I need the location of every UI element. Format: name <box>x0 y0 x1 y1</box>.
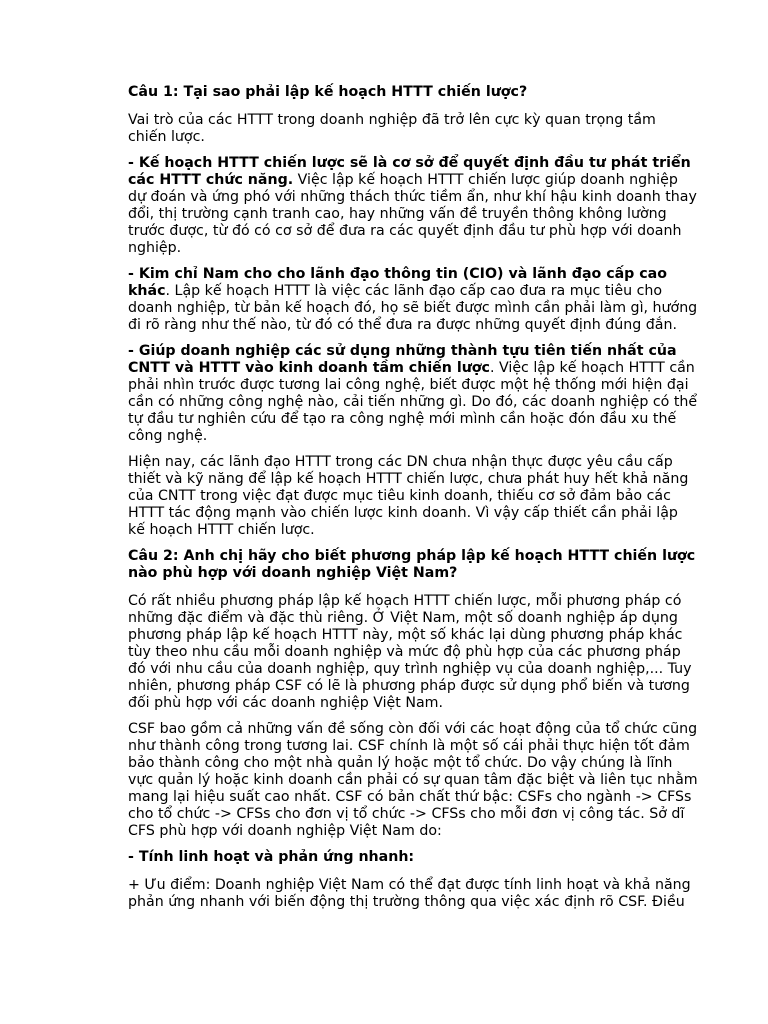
q2-paragraph-1: Có rất nhiều phương pháp lập kế hoạch HTTT chiến lược, mỗi phương pháp có những đặc điểm và đặc thù riêng. Ở Việt Nam, một số doanh nghiệp áp dụng phương pháp lập kế hoạch HTTT này, một số khác lại dùng phương pháp khác tùy theo nhu cầu mỗi doanh nghiệp và mức độ phù hợp của các phương pháp đó với nhu cầu của doanh nghiệp, quy trình nghiệp vụ của doanh nghiệp,... Tuy nhiên, phương pháp CSF có lẽ là phương pháp được sử dụng phổ biến và tương đối phù hợp với các doanh nghiệp Việt Nam. <box>128 593 692 711</box>
q1-point-3-lead: - Giúp doanh nghiệp các sử dụng những thành tựu tiên tiến nhất của CNTT và HTTT vào kinh doanh tầm chiến lược <box>128 343 677 376</box>
q1-point-1-body: Việc lập kế hoạch HTTT chiến lược giúp doanh nghiệp dự đoán và ứng phó với những thách thức tiềm ẩn, như khí hậu kinh doanh thay đổi, thị trường cạnh tranh cao, hay những vấn đề truyền thông không lường trước được, từ đó có cơ sở để đưa ra các quyết định đầu tư phù hợp với doanh nghiệp. <box>128 172 697 256</box>
q1-point-1 <box>128 155 698 257</box>
question-2-title: Câu 2: Anh chị hãy cho biết phương pháp lập kế hoạch HTTT chiến lược nào phù hợp với doanh nghiệp Việt Nam? <box>128 548 696 581</box>
q2-paragraph-2: CSF bao gồm cả những vấn đề sống còn đối với các hoạt động của tổ chức cũng như thành công trong tương lai. CSF chính là một số cái phải thực hiện tốt đảm bảo thành công cho một nhà quản lý hoặc một tổ chức. Do vậy chúng là lĩnh vực quản lý hoặc kinh doanh cần phải có sự quan tâm đặc biệt và liên tục nhằm mang lại hiệu suất cao nhất. CSF có bản chất thứ bậc: CSFs cho ngành -> CFSs cho tổ chức -> CFSs cho đơn vị tổ chức -> CFSs cho mỗi đơn vị công tác. Sở dĩ CFS phù hợp với doanh nghiệp Việt Nam do: <box>128 721 698 839</box>
q1-point-2-lead: - Kim chỉ Nam cho cho lãnh đạo thông tin (CIO) và lãnh đạo cấp cao khác <box>128 266 668 299</box>
q2-advantage-paragraph: + Ưu điểm: Doanh nghiệp Việt Nam có thể đạt được tính linh hoạt và khả năng phản ứng nhanh với biến động thị trường thông qua việc xác định rõ CSF. Điều <box>128 877 691 910</box>
q1-point-3-body: . Việc lập kế hoạch HTTT cần phải nhìn trước được tương lai công nghệ, biết được một hệ thống mới hiện đại cần có những công nghệ nào, cải tiến những gì. Do đó, các doanh nghiệp có thể tự đầu tư nghiên cứu để tạo ra công nghệ mới mình cần hoặc đón đầu xu thế công nghệ. <box>128 360 698 444</box>
q1-point-2-body: . Lập kế hoạch HTTT là việc các lãnh đạo cấp cao đưa ra mục tiêu cho doanh nghiệp, từ bản kế hoạch đó, họ sẽ biết được mình cần phải làm gì, hướng đi rõ ràng như thế nào, từ đó có thể đưa ra được những quyết định đúng đắn. <box>128 283 698 333</box>
question-1-title: Câu 1: Tại sao phải lập kế hoạch HTTT chiến lược? <box>128 84 528 100</box>
q1-point-1-lead: - Kế hoạch HTTT chiến lược sẽ là cơ sở để quyết định đầu tư phát triển các HTTT chức năng. <box>128 155 691 188</box>
q1-point-2 <box>128 266 698 334</box>
q2-subheading: - Tính linh hoạt và phản ứng nhanh: <box>128 849 415 865</box>
q1-intro-paragraph: Vai trò của các HTTT trong doanh nghiệp đã trở lên cực kỳ quan trọng tầm chiến lược. <box>128 112 656 145</box>
q1-conclusion-paragraph: Hiện nay, các lãnh đạo HTTT trong các DN chưa nhận thực được yêu cầu cấp thiết và kỹ năng để lập kế hoạch HTTT chiến lược, chưa phát huy hết khả năng của CNTT trong việc đạt được mục tiêu kinh doanh, thiếu cơ sở đảm bảo các HTTT tác động mạnh vào chiến lược kinh doanh. Vì vậy cấp thiết cần phải lập kế hoạch HTTT chiến lược. <box>128 454 689 538</box>
q1-point-3 <box>128 343 698 445</box>
